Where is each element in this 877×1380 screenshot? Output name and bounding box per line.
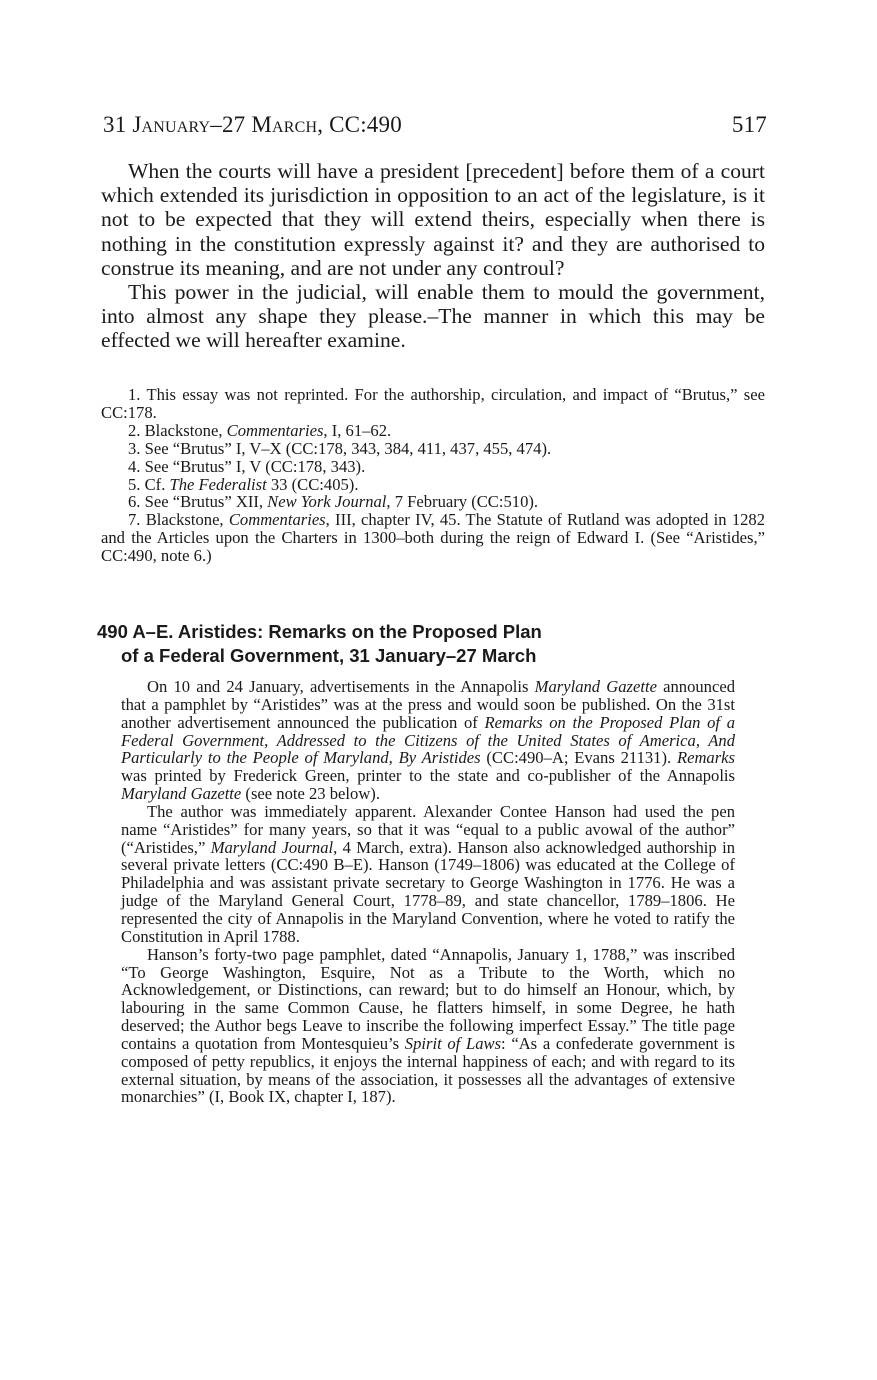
footnote-italic: New York Journal xyxy=(267,492,387,512)
footnote-text: , 7 February (CC:510). xyxy=(386,492,539,512)
intro-text: was printed by Frederick Green, printer to the state and co-publisher of the Annapolis xyxy=(121,766,735,786)
intro-italic: Spirit of Laws xyxy=(404,1033,502,1053)
section-heading-line2: of a Federal Government, 31 January–27 March xyxy=(121,645,537,666)
running-head xyxy=(103,112,767,142)
intro-italic: Maryland Journal xyxy=(210,837,334,857)
intro-text: On 10 and 24 January, advertisements in the Annapolis xyxy=(147,677,535,696)
body-paragraph: When the courts will have a president [precedent] before them of a court which extended its jurisdiction in opposition to an act of the legislature, is it not to be expected that they will extend theirs, especially when there is nothing in the constitution expressly against it? and they are authorised to construe its meaning, and are not under any controul? xyxy=(101,159,765,280)
intro-text: (CC:490–A; Evans 21131). xyxy=(480,748,677,768)
footnote xyxy=(101,422,765,440)
footnote-italic: Commentaries xyxy=(228,510,326,530)
intro-paragraph xyxy=(121,803,735,946)
footnote-text: 33 (CC:405). xyxy=(266,474,359,494)
editorial-introduction xyxy=(121,678,735,1106)
intro-paragraph xyxy=(121,678,735,803)
footnote-italic: The Federalist xyxy=(169,474,267,494)
essay-body xyxy=(101,159,765,353)
body-paragraph: This power in the judicial, will enable them to mould the government, into almost any shape they please.–The manner in which this may be effected we will hereafter examine. xyxy=(101,280,765,353)
running-head-title: 31 January–27 March, CC:490 xyxy=(103,112,402,137)
footnote-text: 7. Blackstone, xyxy=(128,510,229,530)
intro-text: The author was immediately apparent. Alexander Contee Hanson had used the pen name “Aristides” for many years, so that it was “equal to a public avowal of the author” (“Aristides,” xyxy=(121,801,735,857)
intro-paragraph xyxy=(121,946,735,1107)
footnotes xyxy=(101,386,765,565)
footnote-text: , III, chapter IV, 45. The Statute of Rutland was adopted in 1282 and the Articles upon the Charters in 1300–both during the reign of Edward I. (See “Aristides,” CC:490, note 6.) xyxy=(101,510,766,566)
intro-text: announced that a pamphlet by “Aristides” was at the press and would soon be published. On the 31st another advertisement announced the publication of xyxy=(121,677,735,732)
footnote xyxy=(101,476,765,494)
page-number: 517 xyxy=(731,112,767,137)
footnote xyxy=(101,511,765,565)
intro-italic: Maryland Gazette xyxy=(534,677,657,696)
intro-italic: Maryland Gazette xyxy=(121,784,242,804)
footnote-text: 6. See “Brutus” XII, xyxy=(128,492,268,512)
footnote-text: 2. Blackstone, xyxy=(128,420,227,440)
footnote: 1. This essay was not reprinted. For the authorship, circulation, and impact of “Brutus,” see CC:178. xyxy=(101,385,765,422)
intro-text: (see note 23 below). xyxy=(241,784,380,804)
footnote xyxy=(101,493,765,511)
footnote-text: , I, 61–62. xyxy=(323,420,392,440)
footnote-text: 5. Cf. xyxy=(128,474,170,494)
intro-text: Hanson’s forty-two page pamphlet, dated “Annapolis, January 1, 1788,” was inscribed “To George Washington, Esquire, Not as a Tribute to the Worth, which no Acknowledgement, or Distinctions, can reward; but to do himself an Honour, which, by labouring in the same Common Cause, he flatters himself, in some Degree, he hath deserved; the Author begs Leave to inscribe the following imperfect Essay.” The title page contains a quotation from Montesquieu’s xyxy=(121,944,735,1053)
footnote-italic: Commentaries xyxy=(226,420,324,440)
intro-italic: Remarks xyxy=(676,748,735,768)
section-heading xyxy=(97,620,717,668)
intro-italic: Remarks on the Proposed Plan of a Federal Government, Addressed to the Citizens of the United States of America, And Particularly to the People of Maryland, By Aristides xyxy=(121,712,735,768)
intro-text: : “As a confederate government is composed of petty republics, it enjoys the internal happiness of each; and with regard to its external situation, by means of the association, it possesses all the advantages of extensive monarchies” (I, Book IX, chapter I, 187). xyxy=(121,1033,735,1107)
intro-text: , 4 March, extra). Hanson also acknowledged authorship in several private letters (CC:490 B–E). Hanson (1749–1806) was educated at the College of Philadelphia and was assistant private secretary to George Washington in 1776. He was a judge of the Maryland General Court, 1778–89, and state chancellor, 1789–1806. He represented the city of Annapolis in the Maryland Convention, where he voted to ratify the Constitution in April 1788. xyxy=(121,837,735,946)
section-heading-line1: 490 A–E. Aristides: Remarks on the Proposed Plan xyxy=(97,621,542,642)
footnote: 3. See “Brutus” I, V–X (CC:178, 343, 384, 411, 437, 455, 474). xyxy=(128,438,552,458)
footnote: 4. See “Brutus” I, V (CC:178, 343). xyxy=(128,456,366,476)
